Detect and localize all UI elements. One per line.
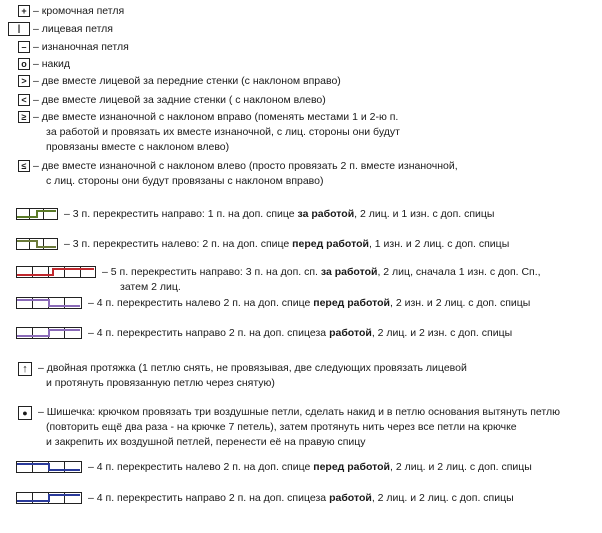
cable-text-cont: затем 2 лиц. bbox=[120, 281, 181, 293]
legend-text: – изнаночная петля bbox=[33, 41, 129, 53]
p2tog-right-symbol: ≥ bbox=[18, 111, 30, 123]
legend-text-cont: провязаны вместе с наклоном влево) bbox=[46, 141, 230, 153]
special-text-cont: (повторить ещё два раза - на крючке 7 петель), затем протянуть нить через все петли на крючке bbox=[46, 421, 517, 433]
cable-text: – 3 п. перекрестить налево: 2 п. на доп. спице перед работой, 1 изн. и 2 лиц. с доп. спицы bbox=[64, 238, 510, 250]
cable-text: – 4 п. перекрестить направо 2 п. на доп. спицеза работой, 2 лиц. и 2 лиц. с доп. спицы bbox=[88, 492, 514, 504]
cable-5-right-symbol bbox=[16, 266, 96, 278]
cable-4-right-symbol bbox=[16, 327, 82, 339]
k2tog-front-symbol: > bbox=[18, 75, 30, 87]
cable-3-left-symbol bbox=[16, 238, 58, 250]
special-text-cont: и протянуть провязанную петлю через снятую) bbox=[46, 377, 275, 389]
cable-4-left-blue-symbol bbox=[16, 461, 82, 473]
legend-text: – две вместе лицевой за передние стенки (с наклоном вправо) bbox=[33, 75, 341, 87]
cable-text: – 4 п. перекрестить налево 2 п. на доп. спице перед работой, 2 изн. и 2 лиц. с доп. спицы bbox=[88, 297, 531, 309]
knit-stitch-symbol: | bbox=[8, 22, 30, 36]
legend-text: – две вместе лицевой за задние стенки ( с наклоном влево) bbox=[33, 94, 326, 106]
cable-text: – 4 п. перекрестить налево 2 п. на доп. спице перед работой, 2 лиц. и 2 лиц. с доп. спицы bbox=[88, 461, 532, 473]
cable-text: – 4 п. перекрестить направо 2 п. на доп. спицеза работой, 2 лиц. и 2 изн. с доп. спицы bbox=[88, 327, 513, 339]
legend-text: – две вместе изнаночной с наклоном вправо (поменять местами 1 и 2-ю п. bbox=[33, 111, 399, 123]
special-text-cont: и закрепить их воздушной петлей, перенести её на правую спицу bbox=[46, 436, 366, 448]
legend-text: – накид bbox=[33, 58, 70, 70]
up-arrow-icon: ↑ bbox=[18, 362, 32, 376]
cable-text: – 3 п. перекрестить направо: 1 п. на доп. спице за работой, 2 лиц. и 1 изн. с доп. спицы bbox=[64, 208, 495, 220]
legend-text: – две вместе изнаночной с наклоном влево (просто провязать 2 п. вместе изнаночной, bbox=[33, 160, 458, 172]
cable-4-left-symbol bbox=[16, 297, 82, 309]
legend-text-cont: с лиц. стороны они будут провязаны с наклоном вправо) bbox=[46, 175, 324, 187]
purl-stitch-symbol: – bbox=[18, 41, 30, 53]
special-text: – Шишечка: крючком провязать три воздушные петли, сделать накид и в петлю основания вытянуть петлю bbox=[38, 406, 560, 418]
legend-text: – кромочная петля bbox=[33, 5, 125, 17]
yarn-over-symbol: o bbox=[18, 58, 30, 70]
cable-text: – 5 п. перекрестить направо: 3 п. на доп. сп. за работой, 2 лиц, сначала 1 изн. с доп. Сп., bbox=[102, 266, 541, 278]
k2tog-back-symbol: < bbox=[18, 94, 30, 106]
legend-text-cont: за работой и провязать их вместе изнаночной, с лиц. стороны они будут bbox=[46, 126, 400, 138]
p2tog-left-symbol: ≤ bbox=[18, 160, 30, 172]
bobble-icon: ● bbox=[18, 406, 32, 420]
legend-text: – лицевая петля bbox=[33, 23, 113, 35]
edge-stitch-symbol: + bbox=[18, 5, 30, 17]
cable-3-right-symbol bbox=[16, 208, 58, 220]
special-text: – двойная протяжка (1 петлю снять, не провязывая, две следующих провязать лицевой bbox=[38, 362, 467, 374]
cable-4-right-blue-symbol bbox=[16, 492, 82, 504]
